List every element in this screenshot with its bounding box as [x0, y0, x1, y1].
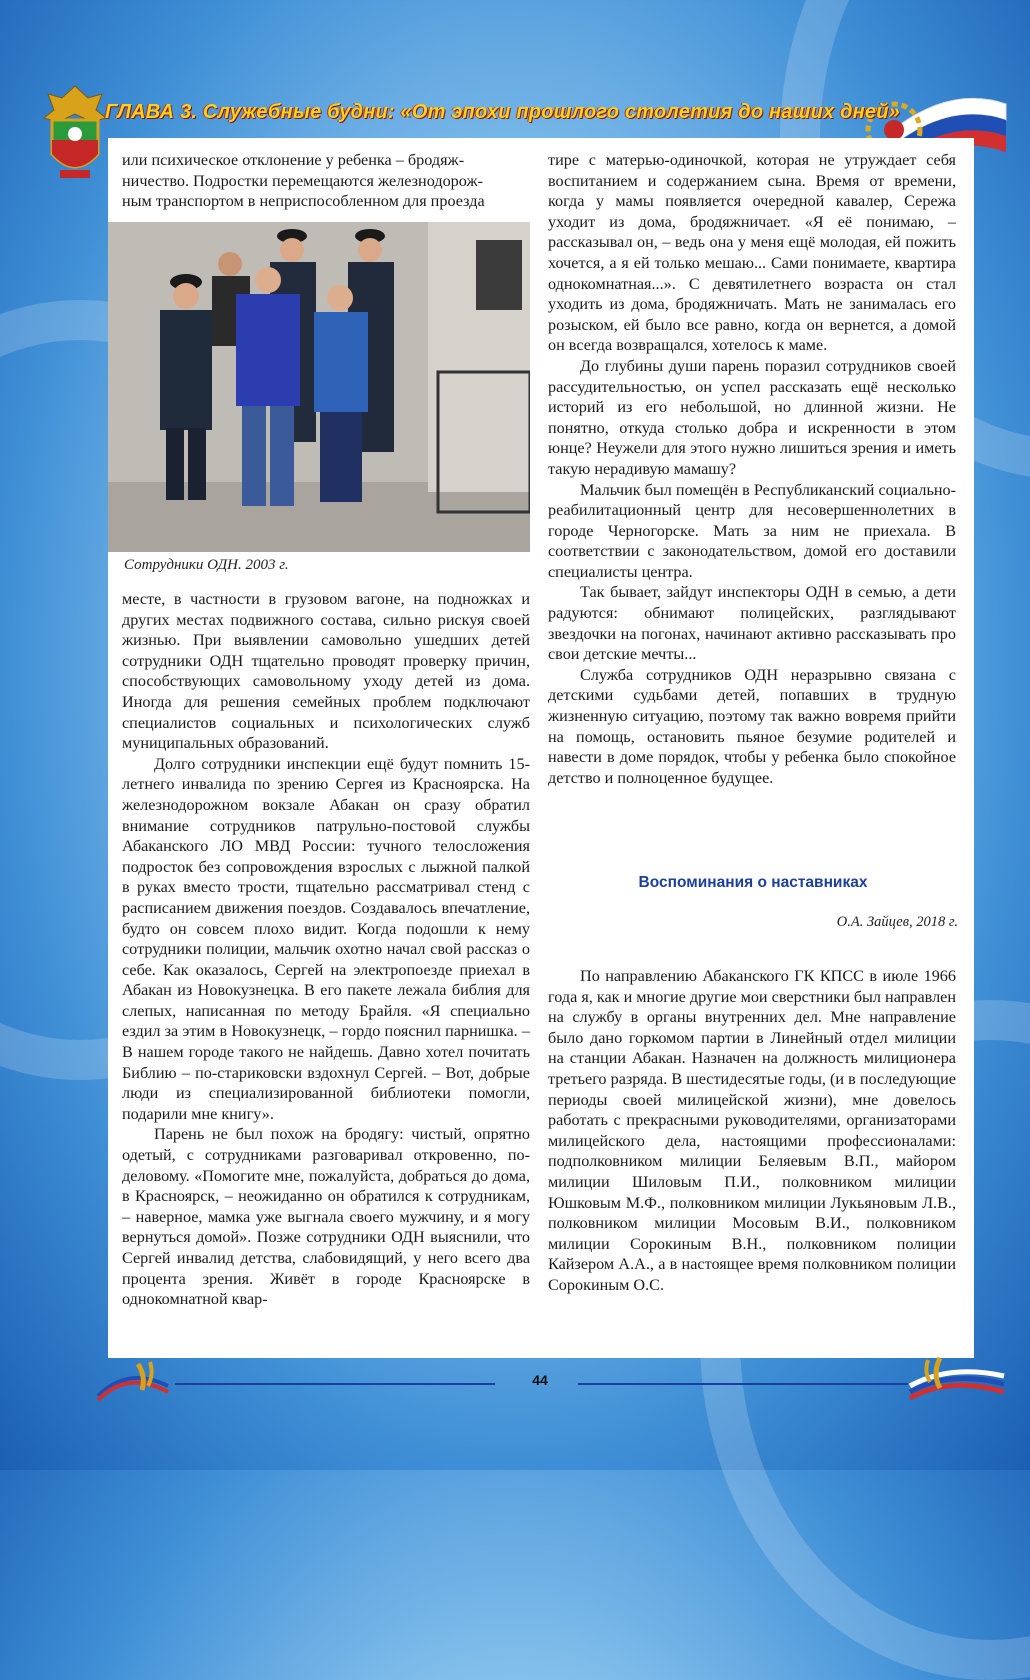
footer-line-left: [175, 1383, 495, 1385]
paragraph: По направлению Абаканского ГК КПСС в июле 1966 года я, как и многие другие мои сверстники был направлен на службу в органы внутренних дел. Мне направление было дано горкомом партии в Линейный отдел милиции на станции Абакан. Назначен на должность милиционера третьего разряда. В шестидесятые годы, (и в последующие периоды своей милицейской жизни), мне довелось работать с прекрасными руководителями, организаторами милицейского дела, настоящими профессионалами: подполковником милиции Беляевым В.П., майором милиции Шиловым П.И., полковником милиции Юшковым М.Ф., полковником милиции Лукьяновым Л.В., полковником милиции Мосовым В.И., полковником милиции Сорокиным В.Н., полковником полиции Кайзером А.А., а в настоящее время полковником полиции Сорокиным О.С.: [548, 967, 956, 1294]
paragraph: Парень не был похож на бродягу: чистый, опрятно одетый, с сотрудниками разговаривал откровенно, по-деловому. «Помогите мне, пожалуйста, добраться до дома, в Красноярск, – неожиданно он обратился к сотрудникам, – наверное, мамка уже выгнала своего мужчину, и я могу вернуться домой». Позже сотрудники ОДН выяснили, что Сергей инвалид детства, слабовидящий, у него всего два процента зрения. Живёт в городе Красноярске в однокомнатной квар-: [122, 1125, 530, 1309]
left-column-top: [122, 150, 530, 212]
chapter-header: [105, 96, 900, 128]
laurel-left-icon: [88, 1356, 178, 1402]
memoir-text: [548, 966, 956, 1296]
text-line: или психическое отклонение у ребенка – бродяж-: [122, 151, 465, 169]
group-photo-image: [108, 222, 530, 552]
left-column-body: [122, 589, 530, 1310]
text-line: ным транспортом в неприспособленном для проезда: [122, 192, 485, 211]
paragraph: Долго сотрудники инспекции ещё будут помнить 15-летнего инвалида по зрению Сергея из Красноярска. На железнодорожном вокзале Абакан он сразу обратил внимание сотрудников патрульно-постовой службы Абаканского ЛО МВД России: тучного телосложения подросток без сопровождения взрослых с лыжной палкой в руках вместо трости, тщательно рассматривал стенд с расписанием движения поездов. Создавалось впечатление, будто он совсем плохо видит. Когда подошли к нему сотрудники полиции, мальчик охотно начал свой рассказ о себе. Как оказалось, Сергей на электропоезде приехал в Абакан из Новокузнецка. В его пакете лежала библия для слепых, написанная по методу Брайля. «Я специально ездил за этим в Новокузнецк, – гордо пояснил парнишка. – В нашем городе такого не найдешь. Давно хотел почитать Библию – по-стариковски вздохнул Сергей. – Вот, добрые люди из специализированной библиотеки помогли, подарили мне книгу».: [122, 754, 530, 1123]
paragraph: Мальчик был помещён в Республиканский социально-реабилитационный центр для несовершеннолетних в городе Черногорске. Мать за ним не приехала. В соответствии с законодательством, домой его доставили специалисты центра.: [548, 480, 956, 581]
paragraph: Служба сотрудников ОДН неразрывно связана с детскими судьбами детей, попавших в трудную жизненную ситуацию, поэтому так важно вовремя прийти на помощь, остановить пьяное безумие родителей и навести в доме порядок, чтобы у ребенка было спокойное детство и полноценное будущее.: [548, 665, 956, 787]
footer-line-right: [578, 1383, 908, 1385]
photo-caption: Сотрудники ОДН. 2003 г.: [124, 557, 289, 573]
page-number: 44: [532, 1372, 548, 1388]
paragraph: До глубины души парень поразил сотрудников своей рассудительностью, он успел рассказать ещё несколько историй из его небольшой, но длинной жизни. Не понятно, откуда столько добра и искренности в этом юнце? Неужели для этого нужно лишиться зрения и иметь такую нерадивую мамашу?: [548, 356, 956, 478]
section-title: Воспоминания о наставниках: [638, 874, 868, 891]
paragraph: тире с матерью-одиночкой, которая не утруждает себя воспитанием и содержанием сына. Время от времени, когда у мамы появляется очередной кавалер, Сережа уходит из дома, бродяжничает. «Я её понимаю, – рассказывал он, – ведь она у меня ещё молодая, ей пожить хочется, а я ей только мешаю... Сами понимаете, квартира однокомнатная...». С девятилетнего возраста он стал уходить из дома, бродяжничать. Мать не занималась его розыском, ей было все равно, когда он вернется, а домой он всегда возвращался, хотелось к маме.: [548, 151, 956, 355]
laurel-right-icon: [900, 1354, 1010, 1404]
right-column-body: [548, 150, 956, 788]
text-line: ничество. Подростки перемещаются железнодорож-: [122, 171, 484, 190]
paragraph: Так бывает, зайдут инспекторы ОДН в семью, а дети радуются: обнимают полицейских, разглядывают звездочки на погонах, начинают активно рассказывать про свои детские мечты...: [548, 583, 956, 664]
paragraph: месте, в частности в грузовом вагоне, на подножках и других местах подвижного состава, сильно рискуя своей жизнью. При выявлении самовольно ушедших детей сотрудники ОДН тщательно проводят проверку причин, способствующих самовольному уходу детей из дома. Иногда для решения семейных проблем подключают специалистов социальных и психологических служб муниципальных образований.: [122, 590, 530, 753]
police-emblem-icon: [40, 84, 110, 182]
author-credit: О.А. Зайцев, 2018 г.: [836, 914, 958, 930]
staff-photo: [108, 222, 530, 552]
chapter-title: ГЛАВА 3. Служебные будни: «От эпохи прошлого столетия до наших дней»: [105, 100, 900, 123]
